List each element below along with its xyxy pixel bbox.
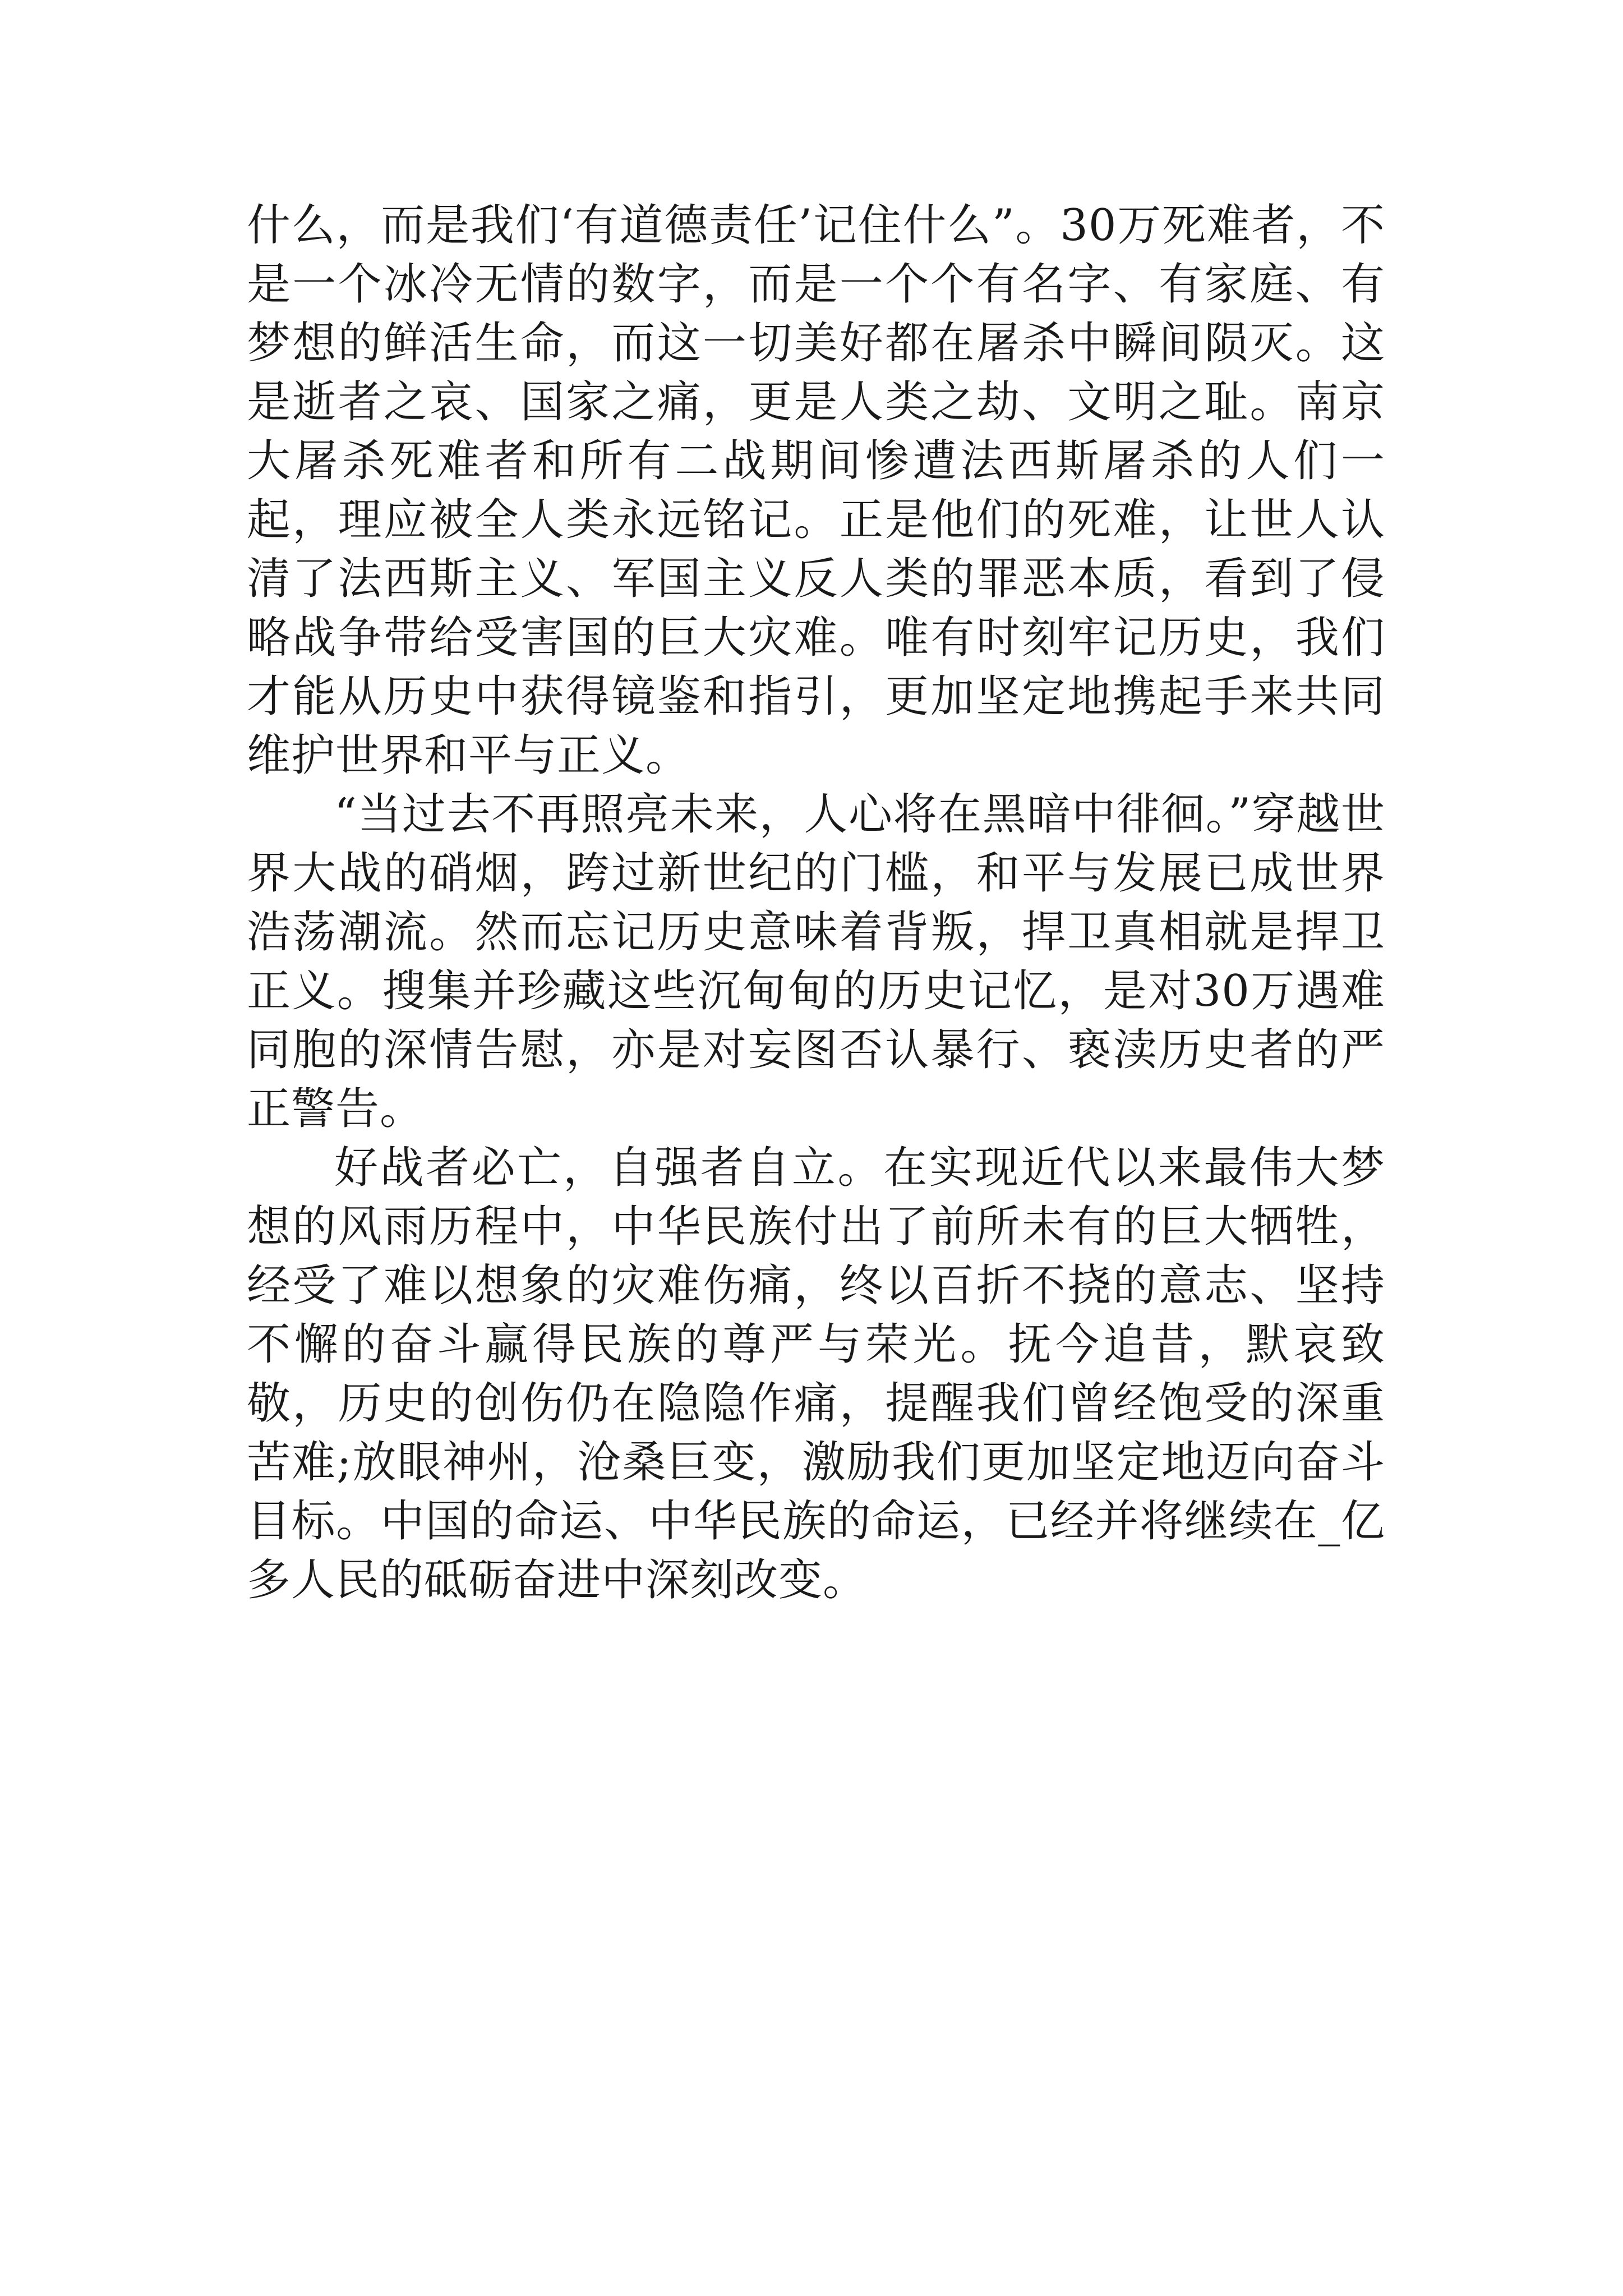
paragraph-3: 好战者必亡，自强者自立。在实现近代以来最伟大梦想的风雨历程中，中华民族付出了前所未有的巨大牺牲，经受了难以想象的灾难伤痛，终以百折不挠的意志、坚持不懈的奋斗赢得民族的尊严与荣光。抚今追昔，默哀致敬，历史的创伤仍在隐隐作痛，提醒我们曾经饱受的深重苦难;放眼神州，沧桑巨变，激励我们更加坚定地迈向奋斗目标。中国的命运、中华民族的命运，已经并将继续在_亿多人民的砥砺奋进中深刻改变。 <box>247 1143 1385 1605</box>
paragraph-2: “当过去不再照亮未来，人心将在黑暗中徘徊。”穿越世界大战的硝烟，跨过新世纪的门槛，和平与发展已成世界浩荡潮流。然而忘记历史意味着背叛，捍卫真相就是捍卫正义。搜集并珍藏这些沉甸甸的历史记忆，是对30万遇难同胞的深情告慰，亦是对妄图否认暴行、亵渎历史者的严正警告。 <box>247 789 1385 1134</box>
paragraph-1: 什么，而是我们‘有道德责任’记住什么”。30万死难者，不是一个冰冷无情的数字，而是一个个有名字、有家庭、有梦想的鲜活生命，而这一切美好都在屠杀中瞬间陨灭。这是逝者之哀、国家之痛，更是人类之劫、文明之耻。南京大屠杀死难者和所有二战期间惨遭法西斯屠杀的人们一起，理应被全人类永远铭记。正是他们的死难，让世人认清了法西斯主义、军国主义反人类的罪恶本质，看到了侵略战争带给受害国的巨大灾难。唯有时刻牢记历史，我们才能从历史中获得镜鉴和指引，更加坚定地携起手来共同维护世界和平与正义。 <box>247 200 1385 781</box>
document-body <box>247 196 1385 1610</box>
